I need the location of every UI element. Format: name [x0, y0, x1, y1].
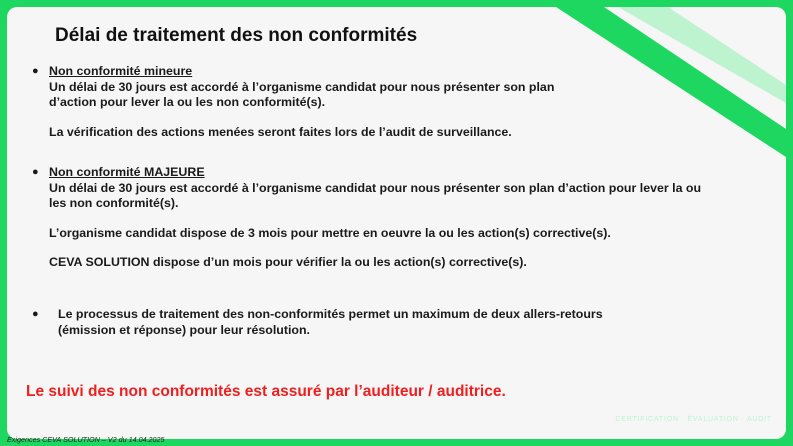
paragraph-line: les non conformité(s). — [49, 196, 179, 210]
paragraph-line: Un délai de 30 jours est accordé à l’organisme candidat pour nous présenter son plan d’action pour lever la ou — [49, 180, 702, 195]
brand-tagline: CERTIFICATION · ÉVALUATION · AUDIT — [615, 416, 772, 423]
section-heading: Non conformité mineure — [49, 64, 193, 78]
section-major-nc — [32, 165, 701, 271]
paragraph-line: d’action pour lever la ou les non conformité(s). — [49, 95, 326, 109]
paragraph: CEVA SOLUTION dispose d’un mois pour vérifier la ou les action(s) corrective(s). — [49, 255, 527, 269]
footer-text: Exigences CEVA SOLUTION – V2 du 14.04.2025 — [7, 435, 165, 444]
section-minor-nc — [32, 64, 554, 140]
bullet-icon: ● — [32, 166, 39, 178]
page-title: Délai de traitement des non conformités — [55, 25, 418, 46]
bullet-icon: ● — [32, 308, 39, 320]
paragraph-line: (émission et réponse) pour leur résolution. — [58, 322, 310, 337]
slide — [7, 7, 786, 444]
paragraph: L’organisme candidat dispose de 3 mois pour mettre en oeuvre la ou les action(s) corrective(s). — [49, 225, 611, 240]
paragraph-line: Le processus de traitement des non-conformités permet un maximum de deux allers-retours — [58, 307, 603, 321]
corner-decoration — [556, 7, 786, 157]
follow-up-note: Le suivi des non conformités est assuré par l’auditeur / auditrice. — [26, 383, 506, 400]
section-process — [32, 307, 603, 338]
paragraph: La vérification des actions menées seront faites lors de l’audit de surveillance. — [49, 124, 512, 139]
paragraph-line: Un délai de 30 jours est accordé à l’organisme candidat pour nous présenter son plan — [49, 79, 555, 94]
section-heading: Non conformité MAJEURE — [49, 165, 205, 179]
bullet-icon: ● — [32, 65, 39, 77]
